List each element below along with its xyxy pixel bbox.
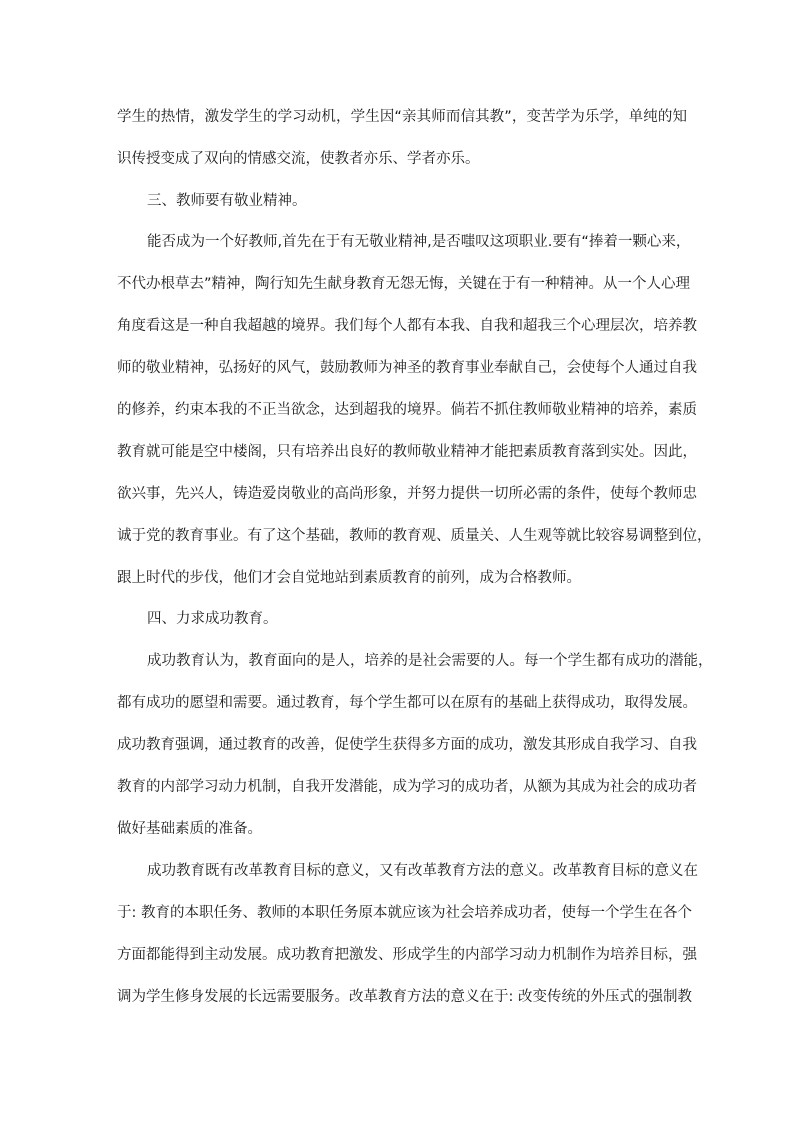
paragraph-line: 师的敬业精神，弘扬好的风气，鼓励教师为神圣的教育事业奉献自己，会使每个人通过自我 [117, 360, 697, 376]
paragraph-line: 成功教育认为，教育面向的是人，培养的是社会需要的人。每一个学生都有成功的潜能， [147, 653, 713, 669]
paragraph-line: 角度看这是一种自我超越的境界。我们每个人都有本我、自我和超我三个心理层次，培养教 [117, 318, 697, 334]
paragraph-line: 成功教育强调，通过教育的改善，促使学生获得多方面的成功，激发其形成自我学习、自我 [117, 737, 697, 753]
paragraph-line: 教育的内部学习动力机制，自我开发潜能，成为学习的成功者，从额为其成为社会的成功者 [117, 779, 697, 795]
paragraph-line: 的修养，约束本我的不正当欲念，达到超我的境界。倘若不抓住教师敬业精神的培养，素质 [117, 402, 697, 418]
paragraph-line: 于: 教育的本职任务、教师的本职任务原本就应该为社会培养成功者，使每一个学生在各个 [117, 905, 692, 921]
paragraph-line: 成功教育既有改革教育目标的意义，又有改革教育方法的意义。改革教育目标的意义在 [147, 863, 698, 879]
section-heading: 三、教师要有敬业精神。 [147, 193, 307, 209]
paragraph-line: 做好基础素质的准备。 [117, 821, 262, 837]
paragraph-line: 诚于党的教育事业。有了这个基础，教师的教育观、质量关、人生观等就比较容易调整到位， [117, 528, 712, 544]
paragraph-line: 调为学生修身发展的长远需要服务。改革教育方法的意义在于: 改变传统的外压式的强制教 [117, 989, 692, 1005]
paragraph-line: 不代办根草去”精神，陶行知先生献身教育无怨无悔，关键在于有一种精神。从一个人心理 [117, 276, 691, 292]
paragraph-line: 跟上时代的步伐，他们才会自觉地站到素质教育的前列，成为合格教师。 [117, 570, 581, 586]
paragraph-line: 识传授变成了双向的情感交流，使教者亦乐、学者亦乐。 [117, 151, 480, 167]
paragraph-line: 都有成功的愿望和需要。通过教育，每个学生都可以在原有的基础上获得成功，取得发展。 [117, 695, 697, 711]
paragraph-line: 教育就可能是空中楼阁，只有培养出良好的教师敬业精神才能把素质教育落到实处。因此， [117, 444, 697, 460]
paragraph-line: 学生的热情，激发学生的学习动机，学生因“亲其师而信其教”，变苦学为乐学，单纯的知 [117, 109, 687, 125]
section-heading: 四、力求成功教育。 [147, 611, 278, 627]
paragraph-line: 欲兴事，先兴人，铸造爱岗敬业的高尚形象，并努力提供一切所必需的条件，使每个教师忠 [117, 486, 697, 502]
paragraph-line: 能否成为一个好教师,首先在于有无敬业精神,是否嗤叹这项职业.要有“捧着一颗心来， [147, 234, 691, 250]
paragraph-line: 方面都能得到主动发展。成功教育把激发、形成学生的内部学习动力机制作为培养目标，强 [117, 947, 697, 963]
